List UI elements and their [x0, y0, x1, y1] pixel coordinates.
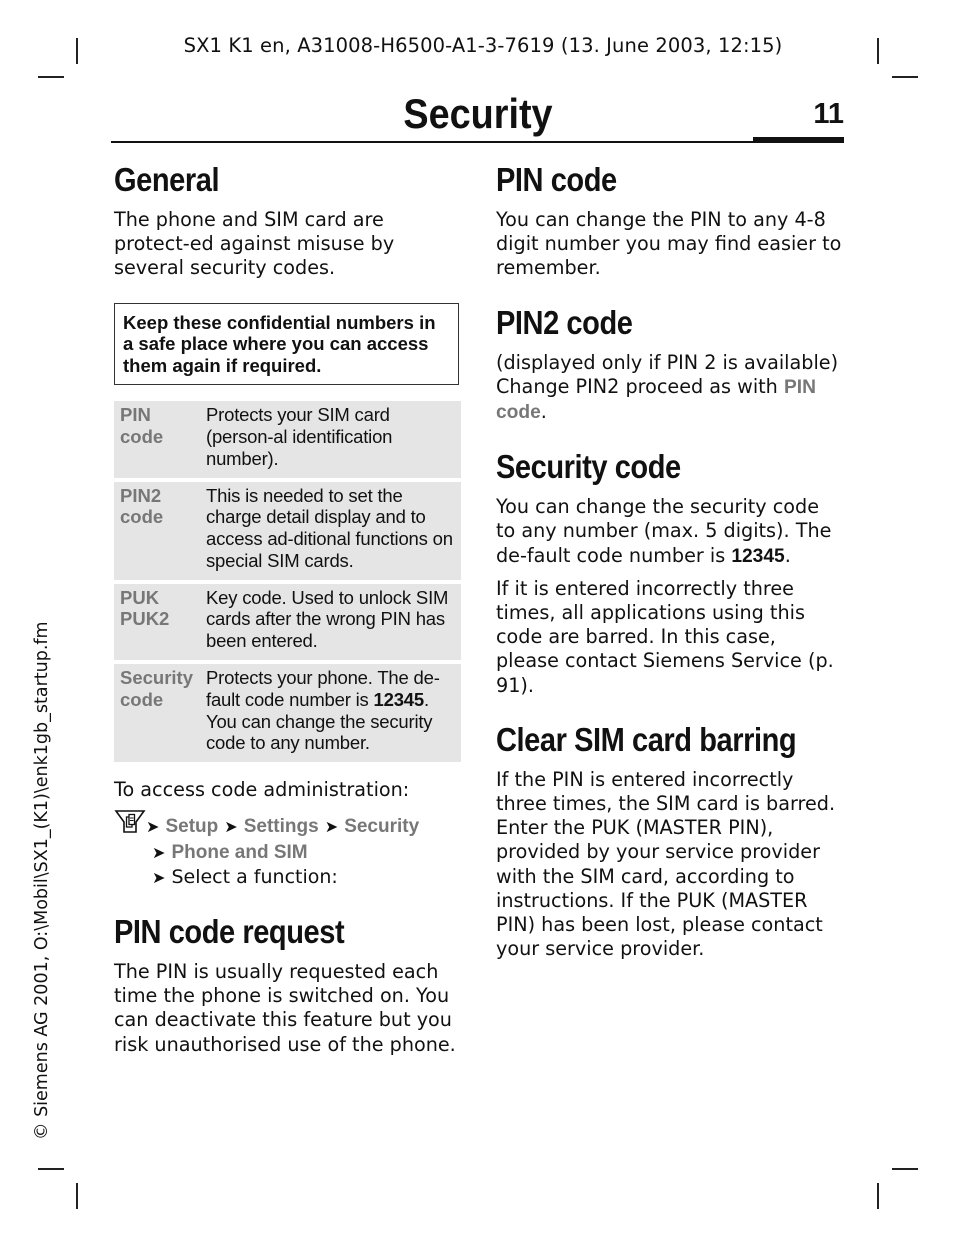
menu-path	[114, 808, 464, 890]
pin-code-text: You can change the PIN to any 4-8 digit number you may find easier to remember.	[496, 208, 842, 280]
menu-step-security[interactable]: Security	[344, 816, 420, 838]
code-description: This is needed to set the charge detail display and to access ad-ditional functions on special SIM cards.	[202, 482, 461, 580]
header-rule	[111, 141, 844, 143]
code-name: PUK PUK2	[114, 584, 202, 660]
crop-mark	[892, 76, 918, 78]
menu-step-setup[interactable]: Setup	[165, 816, 219, 838]
general-heading: General	[114, 161, 220, 198]
desc-text: . You can change the security code to any number.	[206, 688, 433, 754]
code-name: Security code	[114, 664, 202, 762]
security-code-heading: Security code	[496, 448, 681, 486]
table-row	[114, 482, 461, 580]
pin-code-heading: PIN code	[496, 161, 617, 198]
pin2-code-heading: PIN2 code	[496, 303, 633, 341]
pin2-text: (displayed only if PIN 2 is available) Change PIN2 proceed as with	[496, 350, 839, 398]
code-description: Key code. Used to unlock SIM cards after the wrong PIN has been entered.	[202, 584, 461, 660]
general-text: The phone and SIM card are protect-ed against misuse by several security codes.	[114, 208, 395, 280]
page-number: 11	[813, 98, 844, 130]
arrow-icon: ➤	[324, 817, 339, 837]
menu-step-phone-and-sim[interactable]: Phone and SIM	[171, 841, 308, 863]
crop-mark	[877, 38, 879, 64]
arrow-icon: ➤	[146, 817, 160, 837]
crop-mark	[877, 1183, 879, 1209]
desc-text: Protects your phone. The de-fault code number is	[206, 667, 440, 710]
menu-icon	[114, 808, 146, 836]
crop-mark	[38, 1168, 64, 1170]
crop-mark	[892, 1168, 918, 1170]
menu-step-select: Select a function:	[171, 865, 338, 888]
code-name: PIN code	[114, 401, 202, 477]
table-row	[114, 584, 461, 660]
security-code-barred-text: If it is entered incorrectly three times, all applications using this code are barred. In this case, please contact Siemens Service (p. 91).	[496, 576, 834, 697]
table-row	[114, 664, 461, 762]
security-text: .	[784, 543, 791, 567]
document-info: SX1 K1 en, A31008-H6500-A1-3-7619 (13. June 2003, 12:15)	[183, 34, 783, 57]
table-row	[114, 401, 461, 477]
pin-code-request-heading: PIN code request	[114, 913, 345, 951]
pin-code-request-text: The PIN is usually requested each time the phone is switched on. You can deactivate this feature but you risk unauthorised use of the phone.	[114, 960, 456, 1056]
access-text: To access code administration:	[114, 778, 410, 802]
arrow-icon: ➤	[152, 842, 166, 862]
page-number-bar	[753, 137, 844, 143]
menu-step-settings[interactable]: Settings	[243, 816, 319, 838]
pin2-text: .	[540, 400, 547, 424]
right-column	[496, 160, 846, 961]
pin2-code-text	[496, 351, 844, 426]
default-code-number: 12345	[373, 688, 424, 710]
arrow-icon: ➤	[152, 867, 166, 887]
page-title: Security	[403, 90, 553, 137]
code-description: Protects your SIM card (person-al identification number).	[202, 401, 461, 477]
crop-mark	[76, 38, 78, 64]
crop-mark	[38, 76, 64, 78]
security-code-text	[496, 495, 844, 569]
code-name: PIN2 code	[114, 482, 202, 580]
codes-table	[114, 397, 461, 766]
confidential-note: Keep these confidential numbers in a safe place where you can access them again if required.	[114, 303, 459, 386]
copyright-sidebar: © Siemens AG 2001, O:\Mobil\SX1_(K1)\enk1gb_startup.fm	[32, 621, 52, 1140]
pin-code-link[interactable]: PIN code	[496, 376, 816, 424]
left-column	[114, 160, 464, 1057]
crop-mark	[76, 1183, 78, 1209]
security-text: You can change the security code to any number (max. 5 digits). The de-fault code number is	[496, 495, 832, 567]
arrow-icon: ➤	[224, 817, 238, 837]
default-code-number: 12345	[731, 545, 785, 567]
clear-sim-text: If the PIN is entered incorrectly three times, the SIM card is barred. Enter the PUK (MASTER PIN), provided by your service provider with the SIM card, according to instructions. If the PUK (MASTER PIN) has been lost, please contact your service provider.	[496, 767, 836, 961]
clear-sim-heading: Clear SIM card barring	[496, 720, 797, 758]
code-description	[202, 664, 461, 762]
